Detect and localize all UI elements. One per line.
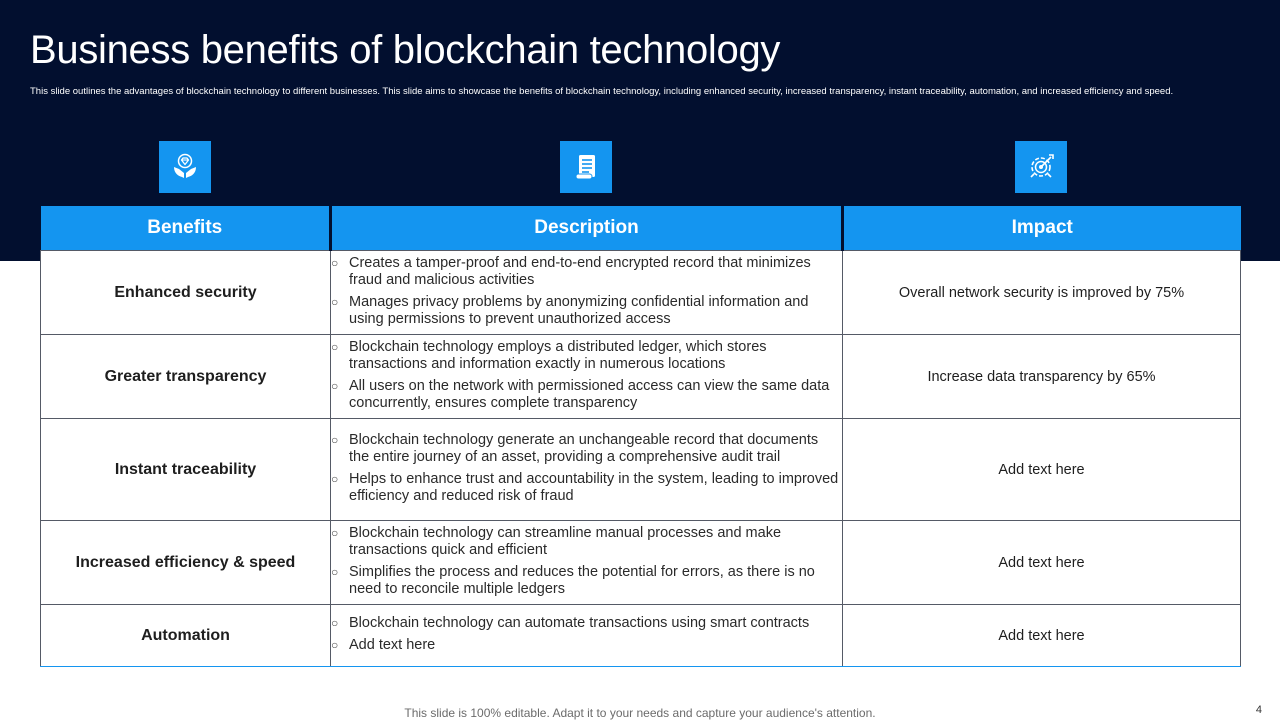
impact-cell: Add text here bbox=[843, 419, 1241, 521]
description-list bbox=[331, 255, 842, 329]
bullet-text: All users on the network with permissioned access can view the same data concurrently, ensures complete transparency bbox=[349, 377, 830, 411]
benefit-cell: Automation bbox=[41, 605, 331, 667]
slide-subtitle: This slide outlines the advantages of blockchain technology to different businesses. This slide aims to showcase the benefits of blockchain technology, including enhanced security, increased transparency, instant traceability, automation, and increased efficiency and speed. bbox=[30, 86, 1174, 97]
description-list bbox=[331, 615, 842, 654]
description-column-header: Description bbox=[331, 206, 843, 251]
benefits-column-header: Benefits bbox=[41, 206, 331, 251]
slide-title: Business benefits of blockchain technology bbox=[30, 28, 781, 72]
list-item bbox=[331, 615, 842, 633]
benefit-cell: Increased efficiency & speed bbox=[41, 521, 331, 605]
list-item bbox=[331, 339, 842, 374]
page-number: 4 bbox=[1255, 704, 1262, 716]
list-item bbox=[331, 378, 842, 413]
benefit-cell: Enhanced security bbox=[41, 251, 331, 335]
bullet-text: Manages privacy problems by anonymizing confidential information and using permissions to prevent unauthorized access bbox=[349, 293, 809, 327]
bullet-text: Helps to enhance trust and accountability in the system, leading to improved efficiency and reduced risk of fraud bbox=[349, 470, 839, 504]
list-item bbox=[331, 471, 842, 506]
bullet-icon: ○ bbox=[331, 339, 339, 354]
impact-column-header: Impact bbox=[843, 206, 1241, 251]
bullet-icon: ○ bbox=[331, 294, 339, 309]
bullet-icon: ○ bbox=[331, 525, 339, 540]
table-row bbox=[41, 521, 1241, 605]
list-item bbox=[331, 255, 842, 290]
footer-note: This slide is 100% editable. Adapt it to your needs and capture your audience's attention. bbox=[404, 706, 876, 720]
bullet-text: Blockchain technology can automate transactions using smart contracts bbox=[349, 615, 810, 631]
benefits-icon-box bbox=[159, 141, 211, 193]
list-item bbox=[331, 294, 842, 329]
benefits-table bbox=[40, 206, 1241, 667]
list-item bbox=[331, 432, 842, 467]
benefit-cell: Greater transparency bbox=[41, 335, 331, 419]
impact-icon-box bbox=[1015, 141, 1067, 193]
target-gear-icon bbox=[1025, 151, 1057, 183]
table-row bbox=[41, 251, 1241, 335]
impact-cell: Increase data transparency by 65% bbox=[843, 335, 1241, 419]
bullet-icon: ○ bbox=[331, 564, 339, 579]
description-cell bbox=[331, 605, 843, 667]
bullet-icon: ○ bbox=[331, 637, 339, 652]
description-icon-box bbox=[560, 141, 612, 193]
bullet-text: Blockchain technology can streamline manual processes and make transactions quick and efficient bbox=[349, 524, 782, 558]
document-scroll-icon bbox=[570, 151, 602, 183]
bullet-text: Simplifies the process and reduces the potential for errors, as there is no need to reconcile multiple ledgers bbox=[349, 563, 815, 597]
table-header-row bbox=[41, 206, 1241, 251]
bullet-icon: ○ bbox=[331, 378, 339, 393]
impact-cell: Add text here bbox=[843, 521, 1241, 605]
list-item bbox=[331, 564, 842, 599]
description-cell bbox=[331, 251, 843, 335]
description-list bbox=[331, 525, 842, 599]
table-row bbox=[41, 419, 1241, 521]
bullet-icon: ○ bbox=[331, 616, 339, 630]
table-row bbox=[41, 605, 1241, 667]
hands-diamond-icon bbox=[169, 151, 201, 183]
list-item bbox=[331, 525, 842, 560]
bullet-text: Add text here bbox=[349, 636, 436, 653]
bullet-icon: ○ bbox=[331, 432, 339, 447]
impact-cell: Add text here bbox=[843, 605, 1241, 667]
impact-cell: Overall network security is improved by 75% bbox=[843, 251, 1241, 335]
description-cell bbox=[331, 419, 843, 521]
description-cell bbox=[331, 521, 843, 605]
bullet-text: Creates a tamper-proof and end-to-end encrypted record that minimizes fraud and malicious activities bbox=[349, 254, 811, 288]
bullet-icon: ○ bbox=[331, 255, 339, 270]
table-row bbox=[41, 335, 1241, 419]
benefit-cell: Instant traceability bbox=[41, 419, 331, 521]
description-list bbox=[331, 432, 842, 506]
bullet-text: Blockchain technology generate an unchangeable record that documents the entire journey of an asset, providing a comprehensive audit trail bbox=[349, 431, 819, 465]
list-item bbox=[331, 637, 842, 655]
bullet-text: Blockchain technology employs a distributed ledger, which stores transactions and information exactly in numerous locations bbox=[349, 338, 767, 372]
bullet-icon: ○ bbox=[331, 471, 339, 486]
description-cell bbox=[331, 335, 843, 419]
description-list bbox=[331, 339, 842, 413]
